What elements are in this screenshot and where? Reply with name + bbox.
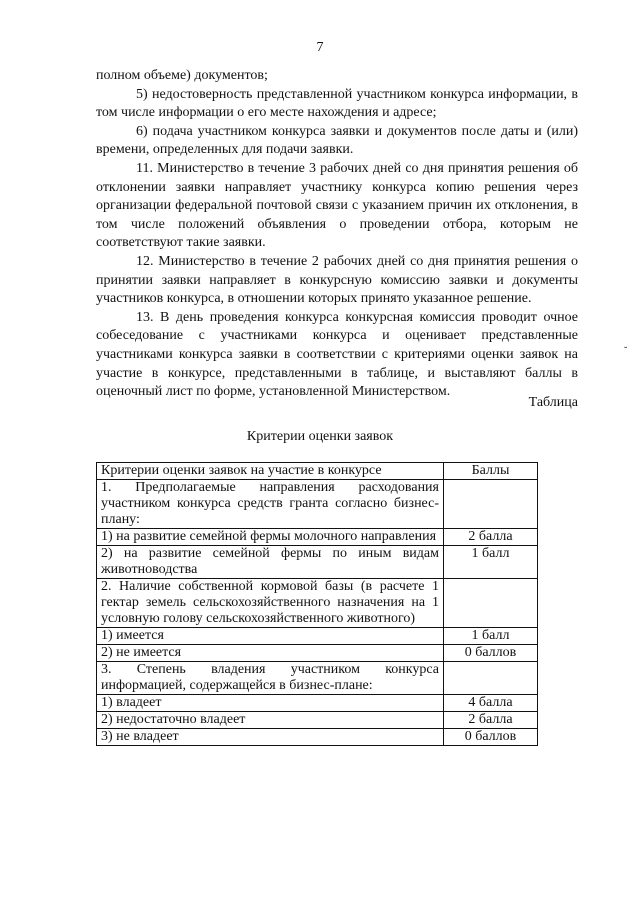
criteria-table <box>96 462 538 746</box>
table-row <box>97 695 538 712</box>
paragraph-item-6: 6) подача участником конкурса заявки и документов после даты и (или) времени, определенных для подачи заявки. <box>96 123 578 158</box>
paragraph-clause-12: 12. Министерство в течение 2 рабочих дней со дня принятия решения о принятии заявки направляет в конкурсную комиссию заявки и документы участников конкурса, в отношении которых принято указанное решение. <box>96 253 578 307</box>
table-row <box>97 729 538 746</box>
criterion-cell: 1) владеет <box>97 695 444 712</box>
paragraph-clause-11: 11. Министерство в течение 3 рабочих дней со дня принятия решения об отклонении заявки направляет участнику конкурса копию решения через организации федеральной почтовой связи с указанием причин их отклонения, в том числе положений объявления о проведении отбора, которым не соответствуют такие заявки. <box>96 160 578 251</box>
score-cell <box>444 662 538 695</box>
body-text <box>96 67 578 402</box>
table-row <box>97 645 538 662</box>
table-row <box>97 628 538 645</box>
table-row <box>97 662 538 695</box>
score-cell: 0 баллов <box>444 729 538 746</box>
table-header-row <box>97 463 538 480</box>
criterion-cell: 3. Степень владения участником конкурса информацией, содержащейся в бизнес-плане: <box>97 662 444 695</box>
scan-edge-mark: ˘ <box>624 346 628 357</box>
page-number: 7 <box>316 40 324 55</box>
score-cell: 4 балла <box>444 695 538 712</box>
criterion-cell: 2) не имеется <box>97 645 444 662</box>
table-title: Критерии оценки заявок <box>246 429 394 444</box>
table-row <box>97 579 538 628</box>
criterion-cell: 1) на развитие семейной фермы молочного направления <box>97 529 444 546</box>
table-row <box>97 546 538 579</box>
paragraph-item-5: 5) недостоверность представленной участником конкурса информации, в том числе информации о его месте нахождения и адресе; <box>96 86 578 121</box>
table-row <box>97 529 538 546</box>
score-cell: 1 балл <box>444 628 538 645</box>
criterion-cell: 3) не владеет <box>97 729 444 746</box>
paragraph-clause-13: 13. В день проведения конкурса конкурсная комиссия проводит очное собеседование с участниками конкурса и оценивает представленные участниками конкурса заявки в соответствии с критериями оценки заявок на участие в конкурсе, представленными в таблице, и выставляют баллы в оценочный лист по форме, установленной Министерством. <box>96 309 578 400</box>
score-cell <box>444 480 538 529</box>
score-cell: 0 баллов <box>444 645 538 662</box>
score-cell: 1 балл <box>444 546 538 579</box>
score-cell: 2 балла <box>444 529 538 546</box>
table-label: Таблица <box>528 395 578 410</box>
criterion-cell: 2. Наличие собственной кормовой базы (в расчете 1 гектар земель сельскохозяйственного назначения на 1 условную голову сельскохозяйственного животного) <box>97 579 444 628</box>
paragraph-continuation: полном объеме) документов; <box>96 68 268 83</box>
criterion-cell: 1) имеется <box>97 628 444 645</box>
header-score: Баллы <box>444 463 538 480</box>
score-cell <box>444 579 538 628</box>
header-criteria: Критерии оценки заявок на участие в конкурсе <box>97 463 444 480</box>
table-row <box>97 712 538 729</box>
table-row <box>97 480 538 529</box>
criterion-cell: 2) недостаточно владеет <box>97 712 444 729</box>
criterion-cell: 2) на развитие семейной фермы по иным видам животноводства <box>97 546 444 579</box>
score-cell: 2 балла <box>444 712 538 729</box>
criterion-cell: 1. Предполагаемые направления расходования участником конкурса средств гранта согласно бизнес-плану: <box>97 480 444 529</box>
